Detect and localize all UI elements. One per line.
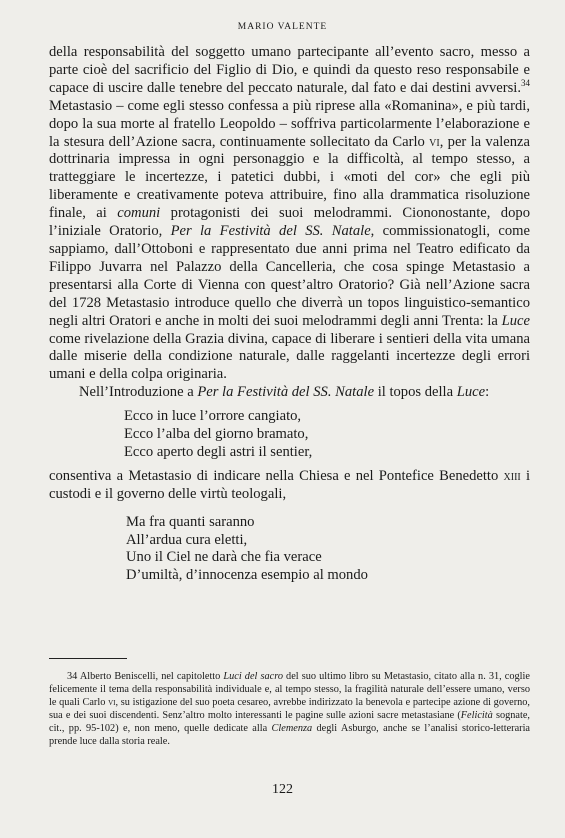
italic-luce: Luce	[501, 312, 530, 329]
running-head: MARIO VALENTE	[237, 22, 328, 32]
verse-line: D’umiltà, d’innocenza esempio al mondo	[126, 567, 368, 584]
paragraph-3-text-a: consentiva a Metastasio di indicare nella Chiesa e nel Pontefice Benedetto	[49, 467, 504, 484]
footnote-text	[49, 670, 530, 749]
paragraph-1-text-a: della responsabilità del soggetto umano partecipante all’evento sacro, messo a parte cioè del sacrificio del Figlio di Dio, e quindi da questo reso responsabile e capace di uscire dalle tenebre del peccato naturale, dal fato e dai destini avversi.	[49, 44, 530, 96]
paragraph-1	[49, 44, 530, 384]
italic-work-title: Per la Festività del SS. Natale	[197, 384, 375, 401]
italic-luce: Luce	[456, 384, 486, 401]
paragraph-2-text-a: Nell’Introduzione a	[79, 384, 198, 401]
verse-line: Ecco l’alba del giorno bramato,	[124, 426, 309, 443]
footnote-text-a: Alberto Beniscelli, nel capitoletto	[77, 671, 224, 682]
paragraph-3-text-b: i custodi e il governo delle virtù teologali,	[49, 467, 531, 502]
verse-line: Ma fra quanti saranno	[126, 513, 255, 530]
roman-numeral: vi	[108, 697, 116, 709]
footnote-34	[49, 670, 530, 749]
verse-line: Ecco aperto degli astri il sentier,	[124, 443, 313, 460]
footnote-italic-clemenza: Clemenza	[271, 723, 313, 735]
footnote-reference-34: 34	[521, 77, 530, 88]
footnote-text-b: del suo ultimo libro su Metastasio, citato alla n. 31, coglie felicemente il tema della responsabilità individuale e, al tempo stesso, la fragilità naturale dell’essere umano, verso le quali Carlo	[49, 671, 530, 709]
verse-line: Ecco in luce l’orrore cangiato,	[124, 408, 302, 425]
paragraph-2	[49, 384, 530, 402]
footnote-text-d: sognate, cit., pp. 95-102) e, non meno, quelle dedicate alla	[49, 710, 530, 735]
footnote-text-e: degli Asburgo, anche se l’analisi storico-letteraria prende luce dalla storia reale.	[49, 723, 530, 748]
verse-quotation-2	[126, 514, 530, 586]
verse-line: Uno il Ciel ne darà che fia verace	[126, 549, 322, 566]
footnote-number: 34	[67, 671, 78, 682]
paragraph-1-text-b: Metastasio – come egli stesso confessa a più riprese alla «Romanina», e più tardi, dopo la sua morte al fratello Leopoldo – soffriva particolarmente l’elaborazione e la stesura dell’Azione sacra, continuamente sollecitato da Carlo	[49, 97, 530, 150]
italic-work-title: Per la Festività del SS. Natale	[170, 223, 371, 240]
roman-numeral: vi	[429, 133, 440, 150]
paragraph-2-text-c: :	[485, 384, 490, 401]
paragraph-1-text-e: , commissionatogli, come sappiamo, dall’Ottoboni e rappresentato due anni prima nel Teatro edificato da Filippo Juvarra nel Palazzo della Cancelleria, che cosa spinge Metastasio a presentarsi alla Corte di Vienna con quest’altro Oratorio? Già nell’Azione sacra del 1728 Metastasio introduce quello che diverrà un topos linguistico-semantico negli altri Oratori e anche in molti dei suoi melodrammi degli anni Trenta: la	[49, 223, 530, 329]
paragraph-2-text-b: il topos della	[374, 384, 457, 401]
paragraph-1-text-c: , per la valenza dottrinaria impressa in ogni personaggio e la difficoltà, al tempo stesso, a tratteggiare le incertezze, i patetici dubbi, i «moti del cor» che egli più liberamente e creativamente poteva attribuire, fino alla drammatica risoluzione finale, ai	[49, 133, 530, 222]
italic-comuni: comuni	[117, 205, 161, 222]
verse-quotation-1	[124, 408, 530, 462]
verse-line: All’ardua cura eletti,	[126, 531, 248, 548]
main-text	[49, 44, 530, 591]
paragraph-1-text-d: protagonisti dei suoi melodrammi. Ciononostante, dopo l’iniziale Oratorio,	[49, 205, 530, 240]
roman-numeral: xiii	[503, 467, 521, 484]
footnote-italic-luci-del-sacro: Luci del sacro	[223, 671, 283, 682]
paragraph-1-text-f: come rivelazione della Grazia divina, capace di liberare i sentieri della vita umana dalle miserie della condizione naturale, dalle raggelanti incertezze degli errori umani e della colpa originaria.	[49, 330, 530, 383]
footnote-italic-felicita: Felicità	[460, 710, 493, 722]
paragraph-3	[49, 468, 530, 504]
footnote-text-c: , su istigazione del suo poeta cesareo, avrebbe indirizzato la benevola e partecipe azione di governo, sua e dei suoi discendenti. Senz’altro molto interessanti le pagine sulle azioni sacre metastasiane (	[49, 697, 530, 722]
page-number: 122	[272, 782, 293, 797]
footnote-separator	[49, 658, 127, 659]
